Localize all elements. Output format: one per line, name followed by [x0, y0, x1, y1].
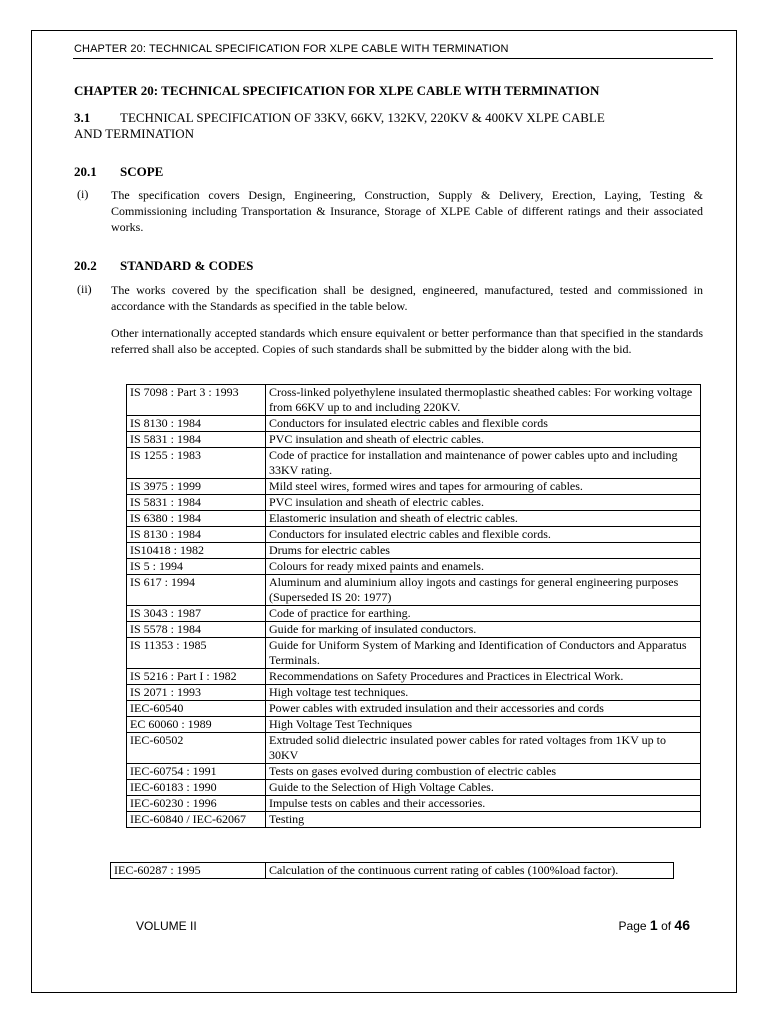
scope-paragraph: The specification covers Design, Engineering, Construction, Supply & Delivery, Erection, Laying, Testing & Commissioning including Transportation & Insurance, Storage of XLPE Cable of different ratings and their associated works. [111, 188, 703, 234]
standard-code: IS 5 : 1994 [127, 559, 266, 575]
standard-code: IEC-60540 [127, 701, 266, 717]
standard-code: IS 8130 : 1984 [127, 527, 266, 543]
table-row [127, 385, 701, 416]
table-row [127, 638, 701, 669]
chapter-title: CHAPTER 20: TECHNICAL SPECIFICATION FOR XLPE CABLE WITH TERMINATION [74, 83, 600, 98]
table-row [127, 511, 701, 527]
standard-code: IS 617 : 1994 [127, 575, 266, 606]
standard-description: Colours for ready mixed paints and enamels. [266, 559, 701, 575]
standard-code: IS 8130 : 1984 [127, 416, 266, 432]
table-row [127, 733, 701, 764]
section-20-1-heading [74, 164, 163, 180]
table-row [127, 575, 701, 606]
standard-code: IS 5578 : 1984 [127, 622, 266, 638]
table-row [127, 416, 701, 432]
standard-code: IS 3975 : 1999 [127, 479, 266, 495]
standards-table [126, 384, 701, 828]
section-title: TECHNICAL SPECIFICATION OF 33KV, 66KV, 132KV, 220KV & 400KV XLPE CABLE AND TERMINATION [74, 110, 605, 141]
table-row [127, 764, 701, 780]
table-row [127, 812, 701, 828]
standard-code: IEC-60840 / IEC-62067 [127, 812, 266, 828]
standard-description: Guide for Uniform System of Marking and Identification of Conductors and Apparatus Terminals. [266, 638, 701, 669]
table-row [127, 432, 701, 448]
section-number: 3.1 [74, 110, 91, 125]
table-row [127, 559, 701, 575]
standard-description: Drums for electric cables [266, 543, 701, 559]
footer-page-number [619, 917, 690, 933]
section-3-1-heading [74, 110, 634, 142]
standard-code: IS 11353 : 1985 [127, 638, 266, 669]
current-page: 1 [649, 917, 658, 933]
standard-code: IS 5831 : 1984 [127, 495, 266, 511]
table-row [127, 448, 701, 479]
standard-description: PVC insulation and sheath of electric cables. [266, 432, 701, 448]
standard-description: Impulse tests on cables and their accessories. [266, 796, 701, 812]
standard-description: Power cables with extruded insulation and their accessories and cords [266, 701, 701, 717]
standard-description: Elastomeric insulation and sheath of electric cables. [266, 511, 701, 527]
standard-description: Extruded solid dielectric insulated power cables for rated voltages from 1KV up to 30KV [266, 733, 701, 764]
table-row [127, 622, 701, 638]
equivalent-standards-paragraph: Other internationally accepted standards which ensure equivalent or better performance than that specified in the standards referred shall also be accepted. Copies of such standards shall be submitted by the bidder along with the bid. [111, 326, 703, 356]
standards-paragraph: The works covered by the specification shall be designed, engineered, manufactured, tested and commissioned in accordance with the Standards as specified in the table below. [111, 283, 703, 313]
table-row [127, 527, 701, 543]
table-row [127, 479, 701, 495]
section-number: 20.2 [74, 258, 97, 273]
section-title: SCOPE [120, 164, 164, 179]
standard-description: Mild steel wires, formed wires and tapes for armouring of cables. [266, 479, 701, 495]
table-row [127, 543, 701, 559]
item-label: (ii) [77, 282, 92, 296]
table-row [127, 685, 701, 701]
standard-description: Recommendations on Safety Procedures and Practices in Electrical Work. [266, 669, 701, 685]
standard-code: IS 3043 : 1987 [127, 606, 266, 622]
of-word: of [661, 919, 672, 933]
standard-description: Code of practice for earthing. [266, 606, 701, 622]
standard-code: IS 7098 : Part 3 : 1993 [127, 385, 266, 416]
total-pages: 46 [674, 917, 690, 933]
table-row [127, 796, 701, 812]
standard-code: IS 5216 : Part I : 1982 [127, 669, 266, 685]
section-number: 20.1 [74, 164, 97, 179]
page-word: Page [618, 919, 647, 933]
standard-code: IS 1255 : 1983 [127, 448, 266, 479]
standard-code: IEC-60287 : 1995 [111, 863, 266, 879]
standard-description: Calculation of the continuous current rating of cables (100%load factor). [266, 863, 674, 879]
section-title: STANDARD & CODES [120, 258, 254, 273]
standard-code: IEC-60754 : 1991 [127, 764, 266, 780]
running-header: CHAPTER 20: TECHNICAL SPECIFICATION FOR XLPE CABLE WITH TERMINATION [74, 43, 509, 55]
standard-description: Aluminum and aluminium alloy ingots and castings for general engineering purposes (Superseded IS 20: 1977) [266, 575, 701, 606]
header-rule [73, 58, 713, 59]
item-label: (i) [77, 187, 89, 201]
standard-description: High Voltage Test Techniques [266, 717, 701, 733]
table-row [127, 669, 701, 685]
section-20-2-heading [74, 258, 253, 274]
standard-description: Conductors for insulated electric cables and flexible cords. [266, 527, 701, 543]
standard-description: Cross-linked polyethylene insulated thermoplastic sheathed cables: For working voltage from 66KV up to and including 220KV. [266, 385, 701, 416]
standard-code: EC 60060 : 1989 [127, 717, 266, 733]
table-row [127, 701, 701, 717]
standard-description: Tests on gases evolved during combustion of electric cables [266, 764, 701, 780]
table-row [127, 495, 701, 511]
standard-description: PVC insulation and sheath of electric cables. [266, 495, 701, 511]
standard-description: High voltage test techniques. [266, 685, 701, 701]
standard-code: IEC-60230 : 1996 [127, 796, 266, 812]
table-row [127, 606, 701, 622]
table-row [127, 780, 701, 796]
standard-description: Guide to the Selection of High Voltage Cables. [266, 780, 701, 796]
standard-code: IS 2071 : 1993 [127, 685, 266, 701]
standard-description: Testing [266, 812, 701, 828]
extra-standards-table [110, 862, 674, 879]
footer-volume: VOLUME II [136, 919, 197, 933]
standard-description: Guide for marking of insulated conductors. [266, 622, 701, 638]
table-row [111, 863, 674, 879]
standard-code: IS 5831 : 1984 [127, 432, 266, 448]
standard-code: IS 6380 : 1984 [127, 511, 266, 527]
standard-code: IEC-60502 [127, 733, 266, 764]
standard-description: Conductors for insulated electric cables and flexible cords [266, 416, 701, 432]
table-row [127, 717, 701, 733]
standard-code: IS10418 : 1982 [127, 543, 266, 559]
standard-code: IEC-60183 : 1990 [127, 780, 266, 796]
standard-description: Code of practice for installation and maintenance of power cables upto and including 33KV rating. [266, 448, 701, 479]
